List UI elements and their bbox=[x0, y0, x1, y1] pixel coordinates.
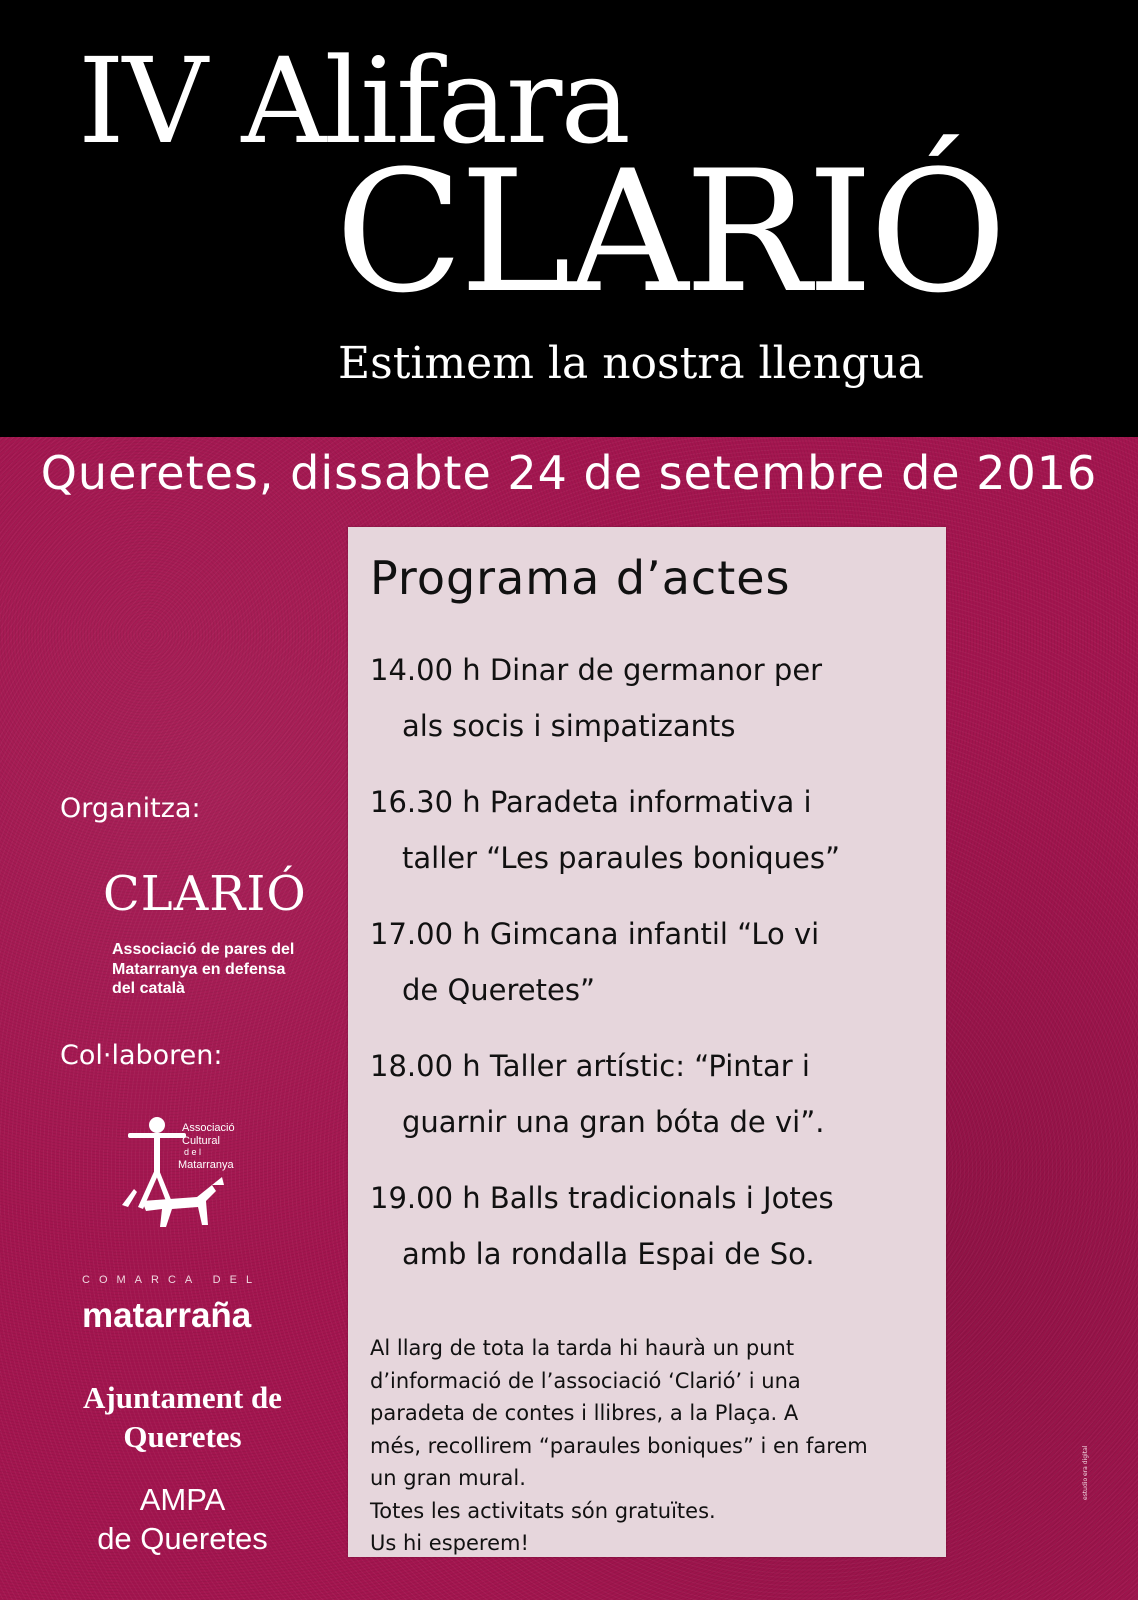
acm-logo bbox=[112, 1115, 282, 1235]
clario-logo: CLARIÓ bbox=[103, 866, 307, 922]
acm-text-2: Cultural bbox=[182, 1135, 220, 1147]
ampa-line-2: de Queretes bbox=[97, 1521, 268, 1556]
program-panel bbox=[348, 527, 946, 1557]
event-line-1: 19.00 h Balls tradicionals i Jotes bbox=[370, 1181, 834, 1215]
ajuntament-logo: Ajuntament de Queretes bbox=[83, 1380, 282, 1454]
clario-description: Associació de pares del Matarranya en defensa del català bbox=[112, 941, 295, 997]
acm-figure-icon bbox=[112, 1115, 282, 1235]
subtitle: Estimem la nostra llengua bbox=[338, 338, 924, 389]
event-item bbox=[370, 1170, 930, 1282]
design-credit: estudio era digital bbox=[1082, 1445, 1089, 1500]
event-item bbox=[370, 642, 930, 754]
event-date: Queretes, dissabte 24 de setembre de 2016 bbox=[40, 446, 1098, 500]
note-line: Al llarg de tota la tarda hi haurà un punt bbox=[370, 1336, 795, 1360]
acm-text-1: Associació bbox=[182, 1122, 235, 1134]
note-line: més, recollirem “paraules boniques” i en farem bbox=[370, 1433, 868, 1458]
acm-text-3: d e l bbox=[184, 1147, 202, 1157]
ampa-line-1: AMPA bbox=[139, 1482, 226, 1517]
event-list bbox=[370, 642, 930, 1302]
collaboren-label: Col·laboren: bbox=[60, 1040, 223, 1071]
event-line-2: de Queretes” bbox=[402, 973, 595, 1007]
comarca-logo: matarraña bbox=[82, 1296, 252, 1335]
title-edition: IV Alifara bbox=[78, 32, 629, 170]
ampa-logo bbox=[60, 1480, 305, 1558]
event-line-2: amb la rondalla Espai de So. bbox=[402, 1237, 815, 1271]
title-clario: CLARIÓ bbox=[335, 134, 1004, 330]
event-line-2: als socis i simpatizants bbox=[402, 709, 736, 743]
note-line: d’informació de l’associació ‘Clarió’ i una bbox=[370, 1368, 801, 1393]
event-line-2: taller “Les paraules boniques” bbox=[402, 841, 841, 875]
program-heading: Programa d’actes bbox=[370, 551, 791, 605]
sponsors-column bbox=[0, 0, 340, 1600]
event-line-2: guarnir una gran bóta de vi”. bbox=[402, 1105, 825, 1139]
note-line: un gran mural. bbox=[370, 1466, 526, 1490]
event-line-1: 16.30 h Paradeta informativa i bbox=[370, 785, 812, 819]
event-item bbox=[370, 774, 930, 886]
event-item bbox=[370, 1038, 930, 1150]
event-item bbox=[370, 906, 930, 1018]
acm-text-4: Matarranya bbox=[178, 1159, 234, 1171]
organitza-label: Organitza: bbox=[60, 793, 201, 824]
comarca-small-text: COMARCA DEL bbox=[82, 1274, 262, 1286]
note-line: paradeta de contes i llibres, a la Plaça. A bbox=[370, 1401, 799, 1425]
note-line: Totes les activitats són gratuïtes. bbox=[370, 1498, 716, 1523]
event-line-1: 17.00 h Gimcana infantil “Lo vi bbox=[370, 917, 820, 951]
program-notes bbox=[370, 1332, 930, 1560]
event-line-1: 14.00 h Dinar de germanor per bbox=[370, 653, 823, 687]
note-line: Us hi esperem! bbox=[370, 1531, 529, 1555]
event-line-1: 18.00 h Taller artístic: “Pintar i bbox=[370, 1049, 810, 1083]
